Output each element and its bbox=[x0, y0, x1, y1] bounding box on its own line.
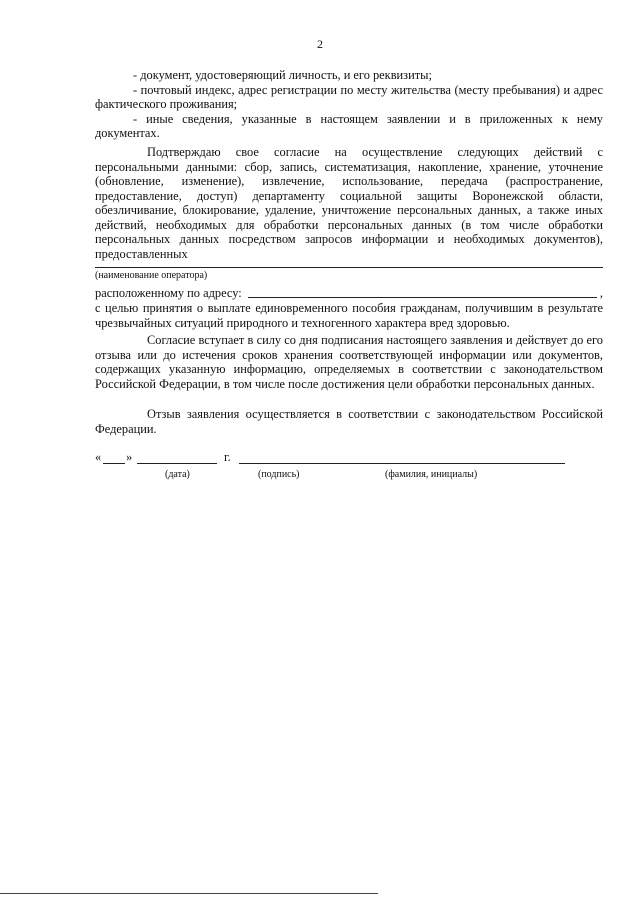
validity-paragraph: Согласие вступает в силу со дня подписания настоящего заявления и действует до его отзыва или до истечения сроков хранения соответствующей информации или документов, содержащих указанную информацию, определяемых в соответствии с законодательством Российской Федерации, в том числе после достижения цели обработки персональных данных. bbox=[95, 333, 603, 391]
address-label: расположенному по адресу: bbox=[95, 286, 242, 300]
day-line bbox=[103, 462, 125, 464]
year-suffix: г. bbox=[224, 450, 231, 464]
footer-rule bbox=[0, 893, 378, 894]
address-row bbox=[95, 286, 603, 301]
list-item-other-info: - иные сведения, указанные в настоящем заявлении и в приложенных к нему документах. bbox=[95, 111, 603, 140]
withdrawal-paragraph: Отзыв заявления осуществляется в соответствии с законодательством Российской Федерации. bbox=[95, 407, 603, 436]
data-list bbox=[95, 68, 603, 141]
consent-paragraph: Подтверждаю свое согласие на осуществление следующих действий с персональными данными: сбор, запись, систематизация, накопление, хранение, уточнение (обновление, изменение), извлечение, использование, передача (распространение, предоставление, доступ) департаменту социальной защиты Воронежской области, обезличивание, блокирование, удаление, уничтожение персональных данных, а также иных действий, необходимых для обработки персональных данных (в том числе обработки персональных данных посредством запросов информации и необходимых документов), предоставленных bbox=[95, 145, 603, 261]
address-line bbox=[248, 296, 597, 298]
date-close-quote: » bbox=[126, 450, 133, 464]
operator-caption: (наименование оператора) bbox=[95, 270, 208, 281]
date-open-quote: « bbox=[95, 450, 102, 464]
list-item-address: - почтовый индекс, адрес регистрации по месту жительства (месту пребывания) и адрес фактического проживания; bbox=[95, 82, 603, 111]
month-line bbox=[137, 462, 217, 464]
date-caption: (дата) bbox=[165, 469, 190, 480]
list-item-identity-document: - документ, удостоверяющий личность, и его реквизиты; bbox=[133, 68, 432, 82]
operator-name-line bbox=[95, 266, 603, 268]
purpose-paragraph: с целью принятия о выплате единовременного пособия гражданам, получившим в результате чрезвычайных ситуаций природного и техногенного характера вред здоровью. bbox=[95, 301, 603, 330]
name-caption: (фамилия, инициалы) bbox=[385, 469, 478, 480]
signature-name-line bbox=[239, 462, 565, 464]
page-number: 2 bbox=[317, 37, 323, 51]
signature-row bbox=[95, 450, 565, 466]
signature-caption: (подпись) bbox=[258, 469, 300, 480]
address-end: , bbox=[599, 286, 603, 300]
